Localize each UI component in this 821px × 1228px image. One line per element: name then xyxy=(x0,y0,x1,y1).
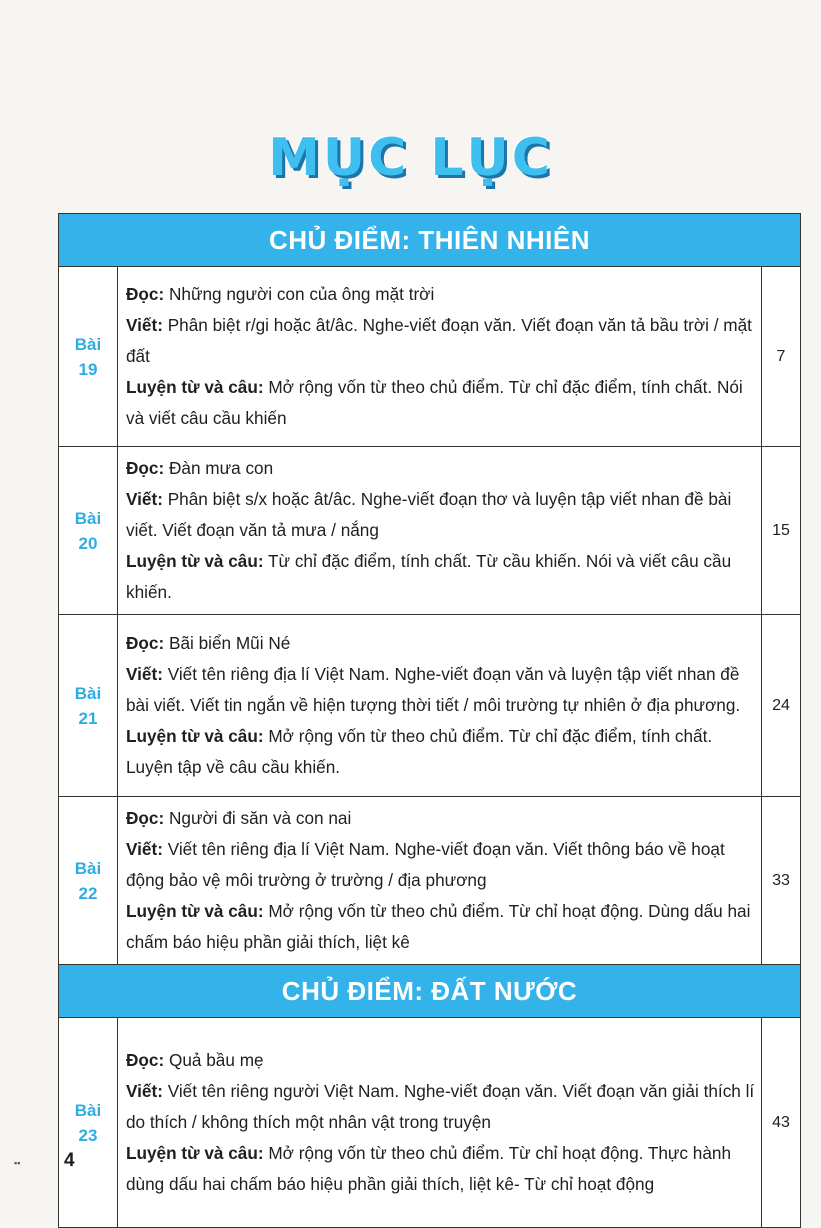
lesson-item-label: Viết: xyxy=(126,489,163,509)
lesson-number: 19 xyxy=(78,359,98,379)
lesson-number: 22 xyxy=(78,883,98,903)
lesson-item-label: Đọc: xyxy=(126,458,165,478)
lesson-item-label: Luyện từ và câu: xyxy=(126,901,264,921)
lesson-content xyxy=(118,1018,762,1228)
lesson-number-cell xyxy=(59,447,118,615)
lesson-item-text: Mở rộng vốn từ theo chủ điểm. Từ chỉ hoạt động. Thực hành dùng dấu hai chấm báo hiệu phần giải thích, liệt kê- Từ chỉ hoạt động xyxy=(126,1143,732,1194)
lesson-item-text: Mở rộng vốn từ theo chủ điểm. Từ chỉ đặc điểm, tính chất. Nói và viết câu cầu khiến xyxy=(126,377,743,428)
print-mark: ▪▪ xyxy=(14,1158,21,1168)
lesson-item-text: Bãi biển Mũi Né xyxy=(164,633,291,653)
lesson-item-label: Đọc: xyxy=(126,633,165,653)
lesson-item-label: Luyện từ và câu: xyxy=(126,726,264,746)
page-title: MỤC LỤC xyxy=(268,128,553,188)
lesson-item xyxy=(126,1076,755,1138)
lesson-label: Bài xyxy=(74,1100,102,1120)
section-header xyxy=(59,214,801,267)
lesson-item-label: Đọc: xyxy=(126,1050,165,1070)
lesson-item-label: Viết: xyxy=(126,839,163,859)
lesson-item xyxy=(126,659,755,721)
lesson-row xyxy=(59,1018,801,1228)
lesson-label: Bài xyxy=(74,334,102,354)
lesson-item-label: Luyện từ và câu: xyxy=(126,377,264,397)
lesson-item-label: Viết: xyxy=(126,1081,163,1101)
lesson-number-cell xyxy=(59,267,118,447)
section-header xyxy=(59,965,801,1018)
lesson-item xyxy=(126,834,755,896)
section-heading: CHỦ ĐIỂM: THIÊN NHIÊN xyxy=(59,214,801,267)
lesson-page-number: 15 xyxy=(762,447,801,615)
lesson-item xyxy=(126,1138,755,1200)
lesson-item-text: Người đi săn và con nai xyxy=(164,808,352,828)
lesson-item-label: Viết: xyxy=(126,664,163,684)
lesson-item-text: Những người con của ông mặt trời xyxy=(164,284,435,304)
lesson-content xyxy=(118,267,762,447)
lesson-row xyxy=(59,267,801,447)
lesson-item-label: Đọc: xyxy=(126,808,165,828)
lesson-item-text: Viết tên riêng địa lí Việt Nam. Nghe-viết đoạn văn. Viết thông báo về hoạt động bảo vệ môi trường ở trường / địa phương xyxy=(126,839,725,890)
lesson-content xyxy=(118,615,762,797)
lesson-item-label: Luyện từ và câu: xyxy=(126,551,264,571)
lesson-item-text: Quả bầu mẹ xyxy=(164,1050,264,1070)
lesson-item-text: Viết tên riêng địa lí Việt Nam. Nghe-viết đoạn văn và luyện tập viết nhan đề bài viết. Viết tin ngắn về hiện tượng thời tiết / môi trường tự nhiên ở địa phương. xyxy=(126,664,741,715)
lesson-content xyxy=(118,447,762,615)
lesson-item-text: Mở rộng vốn từ theo chủ điểm. Từ chỉ đặc điểm, tính chất. Luyện tập về câu cầu khiến. xyxy=(126,726,713,777)
lesson-label: Bài xyxy=(74,858,102,878)
lesson-item-text: Từ chỉ đặc điểm, tính chất. Từ cầu khiến. Nói và viết câu cầu khiến. xyxy=(126,551,732,602)
lesson-item xyxy=(126,279,755,310)
page-number: 4 xyxy=(64,1150,75,1171)
lesson-page-number: 33 xyxy=(762,797,801,965)
lesson-item-text: Phân biệt s/x hoặc ât/âc. Nghe-viết đoạn thơ và luyện tập viết nhan đề bài viết. Viết đoạn văn tả mưa / nắng xyxy=(126,489,732,540)
lesson-item xyxy=(126,546,755,608)
lesson-item-text: Phân biệt r/gi hoặc ât/âc. Nghe-viết đoạn văn. Viết đoạn văn tả bầu trời / mặt đất xyxy=(126,315,752,366)
table-of-contents xyxy=(58,213,801,1228)
lesson-page-number: 24 xyxy=(762,615,801,797)
lesson-number-cell xyxy=(59,797,118,965)
lesson-item-text: Mở rộng vốn từ theo chủ điểm. Từ chỉ hoạt động. Dùng dấu hai chấm báo hiệu phần giải thích, liệt kê xyxy=(126,901,751,952)
lesson-item-label: Luyện từ và câu: xyxy=(126,1143,264,1163)
lesson-item xyxy=(126,1045,755,1076)
lesson-number-cell xyxy=(59,1018,118,1228)
lesson-row xyxy=(59,797,801,965)
lesson-number-cell xyxy=(59,615,118,797)
lesson-item-text: Viết tên riêng người Việt Nam. Nghe-viết đoạn văn. Viết đoạn văn giải thích lí do thích / không thích một nhân vật trong truyện xyxy=(126,1081,755,1132)
lesson-label: Bài xyxy=(74,683,102,703)
lesson-item xyxy=(126,310,755,372)
lesson-item-label: Đọc: xyxy=(126,284,165,304)
lesson-item xyxy=(126,628,755,659)
lesson-item xyxy=(126,721,755,783)
lesson-row xyxy=(59,447,801,615)
lesson-item-label: Viết: xyxy=(126,315,163,335)
lesson-item xyxy=(126,484,755,546)
section-heading: CHỦ ĐIỂM: ĐẤT NƯỚC xyxy=(59,965,801,1018)
lesson-page-number: 43 xyxy=(762,1018,801,1228)
lesson-row xyxy=(59,615,801,797)
lesson-item xyxy=(126,372,755,434)
lesson-item xyxy=(126,803,755,834)
lesson-item xyxy=(126,896,755,958)
lesson-number: 21 xyxy=(78,708,98,728)
lesson-content xyxy=(118,797,762,965)
lesson-item-text: Đàn mưa con xyxy=(164,458,274,478)
lesson-item xyxy=(126,453,755,484)
lesson-number: 20 xyxy=(78,533,98,553)
lesson-page-number: 7 xyxy=(762,267,801,447)
lesson-label: Bài xyxy=(74,508,102,528)
lesson-number: 23 xyxy=(78,1125,98,1145)
